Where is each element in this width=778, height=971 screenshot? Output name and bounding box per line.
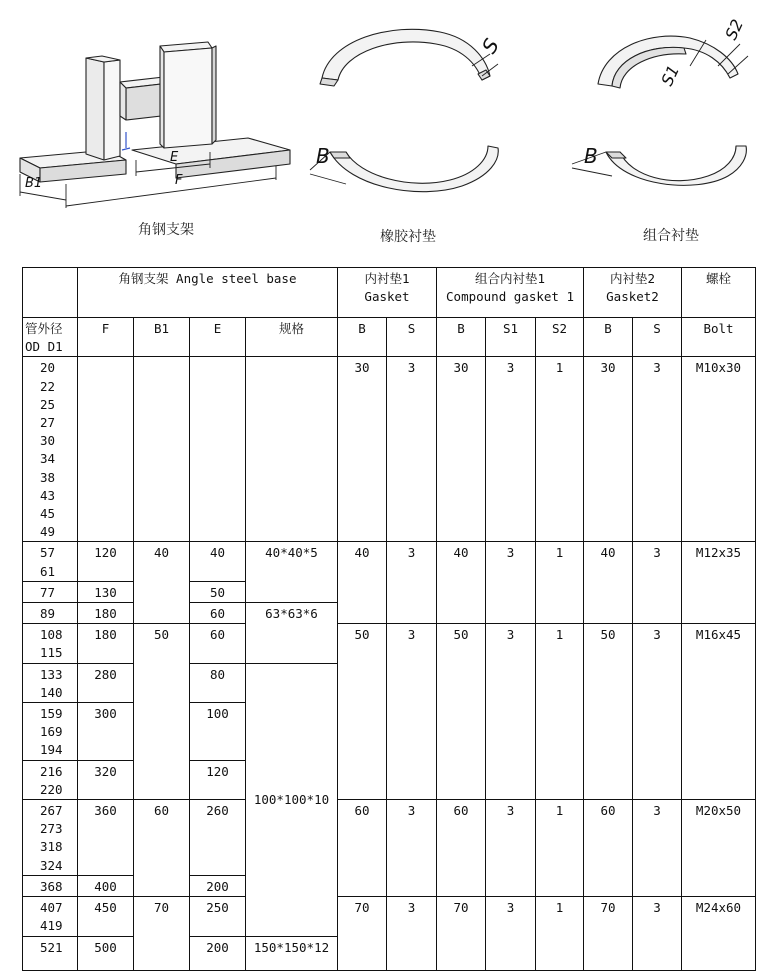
b1-cell bbox=[134, 357, 190, 542]
c-b-cell: 30 bbox=[437, 357, 486, 542]
f-cell: 180 bbox=[78, 603, 134, 624]
header-g1-s: S bbox=[387, 318, 437, 357]
header-compound-gasket bbox=[437, 268, 584, 318]
od-cell: 407 419 bbox=[23, 897, 78, 936]
b1-cell: 50 bbox=[134, 624, 190, 800]
od-cell: 108 115 bbox=[23, 624, 78, 663]
g2-b-cell: 40 bbox=[584, 542, 633, 624]
g2-b-cell: 50 bbox=[584, 624, 633, 800]
bolt-cell: M12x35 bbox=[682, 542, 756, 624]
od-cell: 521 bbox=[23, 936, 78, 970]
b1-cell: 40 bbox=[134, 542, 190, 624]
header-c-s2: S2 bbox=[536, 318, 584, 357]
od-cell: 77 bbox=[23, 581, 78, 602]
header-bolt: 螺栓 bbox=[682, 268, 756, 318]
od-cell: 133 140 bbox=[23, 663, 78, 702]
f-cell: 300 bbox=[78, 703, 134, 761]
table-row bbox=[23, 624, 756, 663]
od-cell: 57 61 bbox=[23, 542, 78, 581]
table-row bbox=[23, 800, 756, 876]
g1-s-cell: 3 bbox=[387, 357, 437, 542]
c-s1-cell: 3 bbox=[486, 897, 536, 970]
g2-b-cell: 30 bbox=[584, 357, 633, 542]
c-s2-cell: 1 bbox=[536, 897, 584, 970]
dim-label-s2: S2 bbox=[721, 16, 748, 43]
header-gasket2 bbox=[584, 268, 682, 318]
figure-area bbox=[0, 0, 778, 255]
compound-gasket-drawing bbox=[598, 36, 746, 185]
f-cell: 400 bbox=[78, 875, 134, 896]
c-b-cell: 50 bbox=[437, 624, 486, 800]
g2-s-cell: 3 bbox=[633, 357, 682, 542]
g1-s-cell: 3 bbox=[387, 542, 437, 624]
od-cell: 159 169 194 bbox=[23, 703, 78, 761]
spec-cell: 150*150*12 bbox=[246, 936, 338, 970]
dim-label-b-compound: B bbox=[584, 144, 598, 168]
header-g2-b: B bbox=[584, 318, 633, 357]
header-spec: 规格 bbox=[246, 318, 338, 357]
e-cell: 60 bbox=[190, 624, 246, 663]
od-cell: 267 273 318 324 bbox=[23, 800, 78, 876]
dim-label-b-rubber: B bbox=[316, 144, 330, 168]
f-cell: 320 bbox=[78, 760, 134, 799]
header-gasket2-cn: 内衬垫2 bbox=[609, 271, 656, 286]
g2-s-cell: 3 bbox=[633, 800, 682, 897]
table-row bbox=[23, 897, 756, 936]
c-s2-cell: 1 bbox=[536, 624, 584, 800]
spec-cell bbox=[246, 357, 338, 542]
g1-b-cell: 50 bbox=[338, 624, 387, 800]
caption-rubber-gasket: 橡胶衬垫 bbox=[380, 229, 436, 245]
f-cell: 500 bbox=[78, 936, 134, 970]
f-cell bbox=[78, 357, 134, 542]
c-s1-cell: 3 bbox=[486, 800, 536, 897]
e-cell: 200 bbox=[190, 875, 246, 896]
e-cell bbox=[190, 357, 246, 542]
spec-table bbox=[22, 267, 756, 971]
e-cell: 80 bbox=[190, 663, 246, 702]
c-s2-cell: 1 bbox=[536, 800, 584, 897]
bolt-cell: M16x45 bbox=[682, 624, 756, 800]
technical-drawings bbox=[0, 0, 778, 255]
spec-cell: 40*40*5 bbox=[246, 542, 338, 603]
header-gasket2-en: Gasket2 bbox=[606, 289, 659, 305]
g2-b-cell: 70 bbox=[584, 897, 633, 970]
header-compound-cn: 组合内衬垫1 bbox=[474, 271, 546, 286]
header-b1: B1 bbox=[134, 318, 190, 357]
od-cell: 89 bbox=[23, 603, 78, 624]
g1-s-cell: 3 bbox=[387, 624, 437, 800]
bolt-cell: M24x60 bbox=[682, 897, 756, 970]
dim-label-f: F bbox=[175, 173, 183, 188]
g2-s-cell: 3 bbox=[633, 897, 682, 970]
caption-compound-gasket: 组合衬垫 bbox=[643, 228, 699, 244]
dim-label-e: E bbox=[170, 150, 179, 165]
e-cell: 120 bbox=[190, 760, 246, 799]
header-e: E bbox=[190, 318, 246, 357]
c-s1-cell: 3 bbox=[486, 542, 536, 624]
header-od-en: OD D1 bbox=[25, 339, 63, 355]
g1-b-cell: 40 bbox=[338, 542, 387, 624]
table-row bbox=[23, 357, 756, 542]
od-cell: 216 220 bbox=[23, 760, 78, 799]
header-angle-steel-base: 角钢支架 Angle steel base bbox=[78, 268, 338, 318]
c-s1-cell: 3 bbox=[486, 624, 536, 800]
c-s2-cell: 1 bbox=[536, 357, 584, 542]
c-s1-cell: 3 bbox=[486, 357, 536, 542]
sub-header-row bbox=[23, 318, 756, 357]
c-b-cell: 40 bbox=[437, 542, 486, 624]
rubber-gasket-drawing bbox=[320, 29, 498, 191]
header-g1-b: B bbox=[338, 318, 387, 357]
g2-b-cell: 60 bbox=[584, 800, 633, 897]
angle-steel-base-drawing bbox=[20, 42, 290, 182]
g1-b-cell: 30 bbox=[338, 357, 387, 542]
e-cell: 100 bbox=[190, 703, 246, 761]
g2-s-cell: 3 bbox=[633, 624, 682, 800]
table-row bbox=[23, 542, 756, 581]
c-b-cell: 60 bbox=[437, 800, 486, 897]
dim-label-s1: S1 bbox=[657, 62, 684, 89]
e-cell: 60 bbox=[190, 603, 246, 624]
header-bolt-en: Bolt bbox=[682, 318, 756, 357]
header-od-cn: 管外径 bbox=[25, 321, 63, 336]
e-cell: 200 bbox=[190, 936, 246, 970]
e-cell: 50 bbox=[190, 581, 246, 602]
dim-label-s-rubber: S bbox=[476, 34, 504, 58]
spec-cell: 100*100*10 bbox=[246, 663, 338, 936]
caption-angle-base: 角钢支架 bbox=[138, 222, 194, 238]
od-cell: 368 bbox=[23, 875, 78, 896]
bolt-cell: M20x50 bbox=[682, 800, 756, 897]
group-header-row bbox=[23, 268, 756, 318]
header-c-s1: S1 bbox=[486, 318, 536, 357]
g1-b-cell: 60 bbox=[338, 800, 387, 897]
header-blank bbox=[23, 268, 78, 318]
header-gasket1 bbox=[338, 268, 437, 318]
dim-label-b1: B1 bbox=[25, 176, 43, 191]
f-cell: 280 bbox=[78, 663, 134, 702]
e-cell: 40 bbox=[190, 542, 246, 581]
header-gasket1-en: Gasket bbox=[364, 289, 410, 305]
b1-cell: 60 bbox=[134, 800, 190, 897]
bolt-cell: M10x30 bbox=[682, 357, 756, 542]
f-cell: 180 bbox=[78, 624, 134, 663]
od-cell: 20 22 25 27 30 34 38 43 45 49 bbox=[23, 357, 78, 542]
spec-cell: 63*63*6 bbox=[246, 603, 338, 664]
header-gasket1-cn: 内衬垫1 bbox=[364, 271, 410, 286]
g2-s-cell: 3 bbox=[633, 542, 682, 624]
header-g2-s: S bbox=[633, 318, 682, 357]
f-cell: 130 bbox=[78, 581, 134, 602]
g1-s-cell: 3 bbox=[387, 800, 437, 897]
header-f: F bbox=[78, 318, 134, 357]
e-cell: 250 bbox=[190, 897, 246, 936]
f-cell: 450 bbox=[78, 897, 134, 936]
g1-b-cell: 70 bbox=[338, 897, 387, 970]
c-s2-cell: 1 bbox=[536, 542, 584, 624]
f-cell: 120 bbox=[78, 542, 134, 581]
b1-cell: 70 bbox=[134, 897, 190, 970]
f-cell: 360 bbox=[78, 800, 134, 876]
header-compound-en: Compound gasket 1 bbox=[446, 289, 574, 305]
header-od bbox=[23, 318, 78, 357]
header-c-b: B bbox=[437, 318, 486, 357]
g1-s-cell: 3 bbox=[387, 897, 437, 970]
e-cell: 260 bbox=[190, 800, 246, 876]
c-b-cell: 70 bbox=[437, 897, 486, 970]
